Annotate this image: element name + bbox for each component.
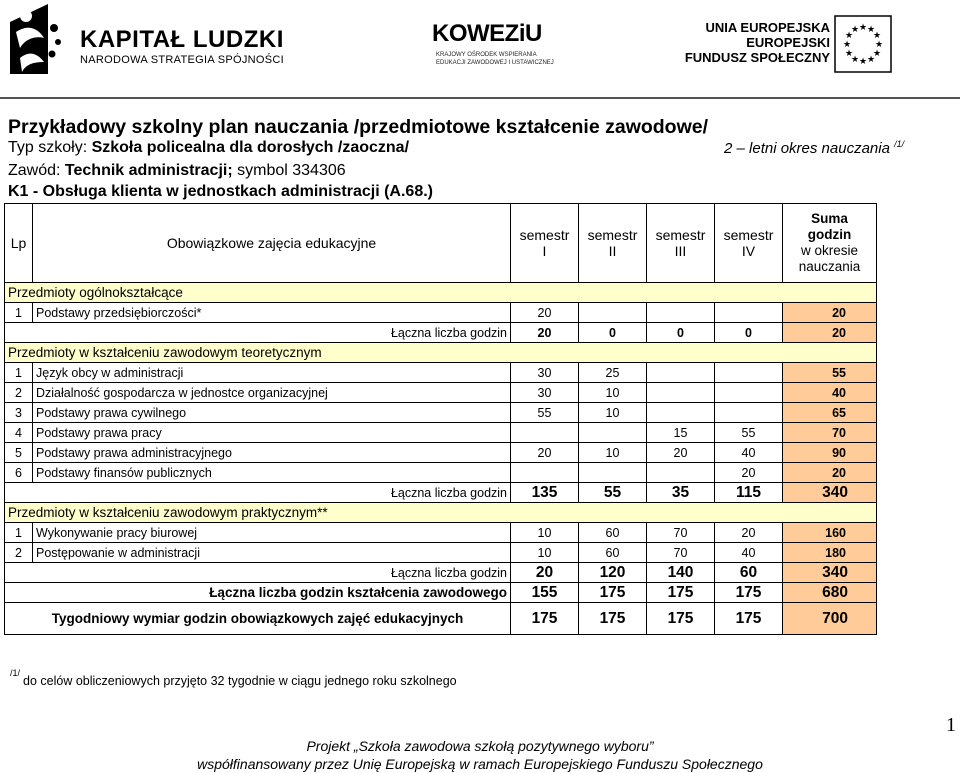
total-s2: 120 — [579, 563, 647, 583]
footnote-marker: /1/ — [10, 668, 21, 678]
header-semester-2-num: II — [608, 243, 617, 259]
section-title-theory: Przedmioty w kształceniu zawodowym teoretycznym — [5, 343, 877, 363]
weekly-total-sum: 700 — [783, 603, 877, 635]
row-s3 — [647, 463, 715, 483]
row-s4: 20 — [715, 463, 783, 483]
row-sum: 55 — [783, 363, 877, 383]
row-subject: Postępowanie w administracji — [33, 543, 511, 563]
row-s1 — [511, 463, 579, 483]
period-text: 2 – letni okres nauczania — [724, 140, 895, 157]
section-row-practice — [5, 503, 877, 523]
svg-text:★: ★ — [858, 23, 868, 33]
header-semester-1 — [511, 204, 579, 283]
row-s4 — [715, 363, 783, 383]
vocational-total-row — [5, 583, 877, 603]
svg-text:★: ★ — [866, 25, 876, 35]
weekly-total-s3: 175 — [647, 603, 715, 635]
eu-text — [685, 20, 830, 65]
vocational-total-s1: 155 — [511, 583, 579, 603]
eu-logo — [684, 12, 928, 74]
qualification-line: K1 - Obsługa klienta w jednostkach administracji (A.68.) — [8, 183, 433, 200]
row-s3: 70 — [647, 523, 715, 543]
kapital-ludzki-logo — [8, 2, 284, 82]
row-lp: 6 — [5, 463, 33, 483]
row-s1: 10 — [511, 543, 579, 563]
total-sum: 340 — [783, 483, 877, 503]
school-type-value: Szkoła policealna dla dorosłych /zaoczna/ — [91, 139, 410, 156]
row-s3: 20 — [647, 443, 715, 463]
row-subject: Podstawy prawa administracyjnego — [33, 443, 511, 463]
row-subject: Podstawy finansów publicznych — [33, 463, 511, 483]
header-lp: Lp — [5, 204, 33, 283]
header-semester-4-label: semestr — [723, 227, 774, 243]
row-sum: 40 — [783, 383, 877, 403]
row-subject: Wykonywanie pracy biurowej — [33, 523, 511, 543]
koweziu-logo — [426, 10, 566, 72]
total-s3: 35 — [647, 483, 715, 503]
svg-text:★: ★ — [866, 55, 876, 65]
header-subject: Obowiązkowe zajęcia edukacyjne — [33, 204, 511, 283]
table-row — [5, 423, 877, 443]
row-s1: 30 — [511, 363, 579, 383]
row-s2: 60 — [579, 543, 647, 563]
svg-text:★: ★ — [850, 25, 860, 35]
total-s4: 0 — [715, 323, 783, 343]
header-semester-3-label: semestr — [655, 227, 706, 243]
row-s3 — [647, 403, 715, 423]
school-type-label: Typ szkoły: — [8, 139, 92, 156]
row-s1: 30 — [511, 383, 579, 403]
row-lp: 2 — [5, 383, 33, 403]
row-sum: 90 — [783, 443, 877, 463]
total-s1: 20 — [511, 563, 579, 583]
row-sum: 20 — [783, 303, 877, 323]
weekly-total-s1: 175 — [511, 603, 579, 635]
row-s4 — [715, 303, 783, 323]
weekly-total-s2: 175 — [579, 603, 647, 635]
eu-line-3: FUNDUSZ SPOŁECZNY — [684, 50, 830, 65]
row-s1: 20 — [511, 303, 579, 323]
header-semester-4 — [715, 204, 783, 283]
table-row — [5, 463, 877, 483]
svg-text:★: ★ — [872, 31, 882, 41]
table-row — [5, 363, 877, 383]
header-semester-1-label: semestr — [519, 227, 570, 243]
weekly-total-label: Tygodniowy wymiar godzin obowiązkowych zajęć edukacyjnych — [5, 603, 511, 635]
row-subject: Działalność gospodarcza w jednostce organizacyjnej — [33, 383, 511, 403]
total-sum: 340 — [783, 563, 877, 583]
vocational-total-sum: 680 — [783, 583, 877, 603]
row-lp: 3 — [5, 403, 33, 423]
row-lp: 1 — [5, 363, 33, 383]
total-s1: 135 — [511, 483, 579, 503]
kapital-ludzki-title: KAPITAŁ LUDZKI — [80, 26, 284, 53]
header-semester-3-num: III — [674, 243, 687, 259]
svg-text:★: ★ — [872, 49, 882, 59]
row-s2: 10 — [579, 383, 647, 403]
header-sum-2: godzin — [807, 227, 852, 242]
row-s2: 25 — [579, 363, 647, 383]
row-s3: 15 — [647, 423, 715, 443]
period-line — [724, 139, 904, 157]
svg-text:★: ★ — [842, 40, 852, 50]
section-row-general — [5, 283, 877, 303]
row-s4 — [715, 383, 783, 403]
header-semester-1-num: I — [542, 243, 547, 259]
table-row — [5, 403, 877, 423]
eu-line-2: EUROPEJSKI — [746, 35, 830, 50]
table-row — [5, 443, 877, 463]
header-divider — [0, 97, 960, 99]
eu-flag-icon — [834, 15, 892, 73]
header-semester-4-num: IV — [741, 243, 756, 259]
header-semester-2 — [579, 204, 647, 283]
vocational-total-label: Łączna liczba godzin kształcenia zawodowego — [5, 583, 511, 603]
vocational-total-s2: 175 — [579, 583, 647, 603]
row-lp: 1 — [5, 303, 33, 323]
total-row-general — [5, 323, 877, 343]
curriculum-table — [4, 203, 877, 635]
row-sum: 70 — [783, 423, 877, 443]
header-semester-3 — [647, 204, 715, 283]
row-s4: 40 — [715, 443, 783, 463]
row-lp: 2 — [5, 543, 33, 563]
row-subject: Język obcy w administracji — [33, 363, 511, 383]
koweziu-subtitle-2: EDUKACJI ZAWODOWEJ I USTAWICZNEJ — [436, 60, 554, 66]
row-s4 — [715, 403, 783, 423]
table-row — [5, 523, 877, 543]
header-semester-2-label: semestr — [587, 227, 638, 243]
footer-funding: współfinansowany przez Unię Europejską w ramach Europejskiego Funduszu Społecznego — [197, 756, 763, 772]
total-label: Łączna liczba godzin — [5, 483, 511, 503]
row-s2: 60 — [579, 523, 647, 543]
row-s1 — [511, 423, 579, 443]
vocational-total-s4: 175 — [715, 583, 783, 603]
svg-text:★: ★ — [874, 40, 884, 50]
header-sum-1: Suma — [811, 211, 848, 226]
row-s2: 10 — [579, 443, 647, 463]
total-row-theory — [5, 483, 877, 503]
section-row-theory — [5, 343, 877, 363]
profession-line — [8, 162, 346, 180]
header-sum-4: nauczania — [798, 259, 861, 274]
row-s4: 55 — [715, 423, 783, 443]
row-s1: 20 — [511, 443, 579, 463]
total-s3: 140 — [647, 563, 715, 583]
school-type-line — [8, 139, 409, 157]
section-title-general: Przedmioty ogólnokształcące — [5, 283, 877, 303]
kapital-ludzki-subtitle: NARODOWA STRATEGIA SPÓJNOŚCI — [80, 54, 284, 66]
row-subject: Podstawy prawa cywilnego — [33, 403, 511, 423]
weekly-total-s4: 175 — [715, 603, 783, 635]
row-sum: 65 — [783, 403, 877, 423]
table-row — [5, 383, 877, 403]
total-label: Łączna liczba godzin — [5, 563, 511, 583]
header-sum — [783, 204, 877, 283]
table-header-row — [5, 204, 877, 283]
row-s3: 70 — [647, 543, 715, 563]
total-s2: 55 — [579, 483, 647, 503]
footer-project: Projekt „Szkoła zawodowa szkołą pozytywnego wyboru” — [306, 738, 654, 754]
profession-label: Zawód: — [8, 162, 65, 179]
total-label: Łączna liczba godzin — [5, 323, 511, 343]
row-s3 — [647, 303, 715, 323]
row-sum: 20 — [783, 463, 877, 483]
footnote-text: do celów obliczeniowych przyjęto 32 tygodnie w ciągu jednego roku szkolnego — [23, 674, 457, 688]
row-lp: 4 — [5, 423, 33, 443]
total-s4: 115 — [715, 483, 783, 503]
row-s4: 40 — [715, 543, 783, 563]
profession-symbol: symbol 334306 — [232, 162, 346, 179]
total-s3: 0 — [647, 323, 715, 343]
total-row-practice — [5, 563, 877, 583]
koweziu-subtitle-1: KRAJOWY OŚRODEK WSPIERANIA — [436, 52, 537, 58]
row-s3 — [647, 363, 715, 383]
row-lp: 5 — [5, 443, 33, 463]
row-subject: Podstawy prawa pracy — [33, 423, 511, 443]
svg-text:★: ★ — [858, 57, 868, 67]
row-sum: 160 — [783, 523, 877, 543]
page-number: 1 — [946, 714, 956, 736]
weekly-total-row — [5, 603, 877, 635]
koweziu-wordmark: KOWEZiU — [432, 20, 542, 47]
total-sum: 20 — [783, 323, 877, 343]
row-lp: 1 — [5, 523, 33, 543]
svg-text:★: ★ — [844, 49, 854, 59]
row-s2 — [579, 423, 647, 443]
period-footnote-ref: /1/ — [894, 139, 905, 149]
vocational-total-s3: 175 — [647, 583, 715, 603]
footnote — [10, 668, 457, 688]
total-s1: 20 — [511, 323, 579, 343]
eu-line-1: UNIA EUROPEJSKA — [705, 20, 830, 35]
table-row — [5, 303, 877, 323]
row-s2 — [579, 463, 647, 483]
section-title-practice: Przedmioty w kształceniu zawodowym praktycznym** — [5, 503, 877, 523]
svg-text:★: ★ — [850, 55, 860, 65]
row-s3 — [647, 383, 715, 403]
row-subject: Podstawy przedsiębiorczości* — [33, 303, 511, 323]
page-title: Przykładowy szkolny plan nauczania /przedmiotowe kształcenie zawodowe/ — [8, 116, 709, 138]
total-s2: 0 — [579, 323, 647, 343]
profession-value: Technik administracji; — [64, 162, 233, 179]
table-row — [5, 543, 877, 563]
row-s2: 10 — [579, 403, 647, 423]
kapital-ludzki-emblem — [8, 2, 72, 76]
header-sum-3: w okresie — [800, 243, 859, 258]
row-s2 — [579, 303, 647, 323]
row-s1: 55 — [511, 403, 579, 423]
row-s1: 10 — [511, 523, 579, 543]
row-s4: 20 — [715, 523, 783, 543]
svg-text:★: ★ — [844, 31, 854, 41]
row-sum: 180 — [783, 543, 877, 563]
total-s4: 60 — [715, 563, 783, 583]
